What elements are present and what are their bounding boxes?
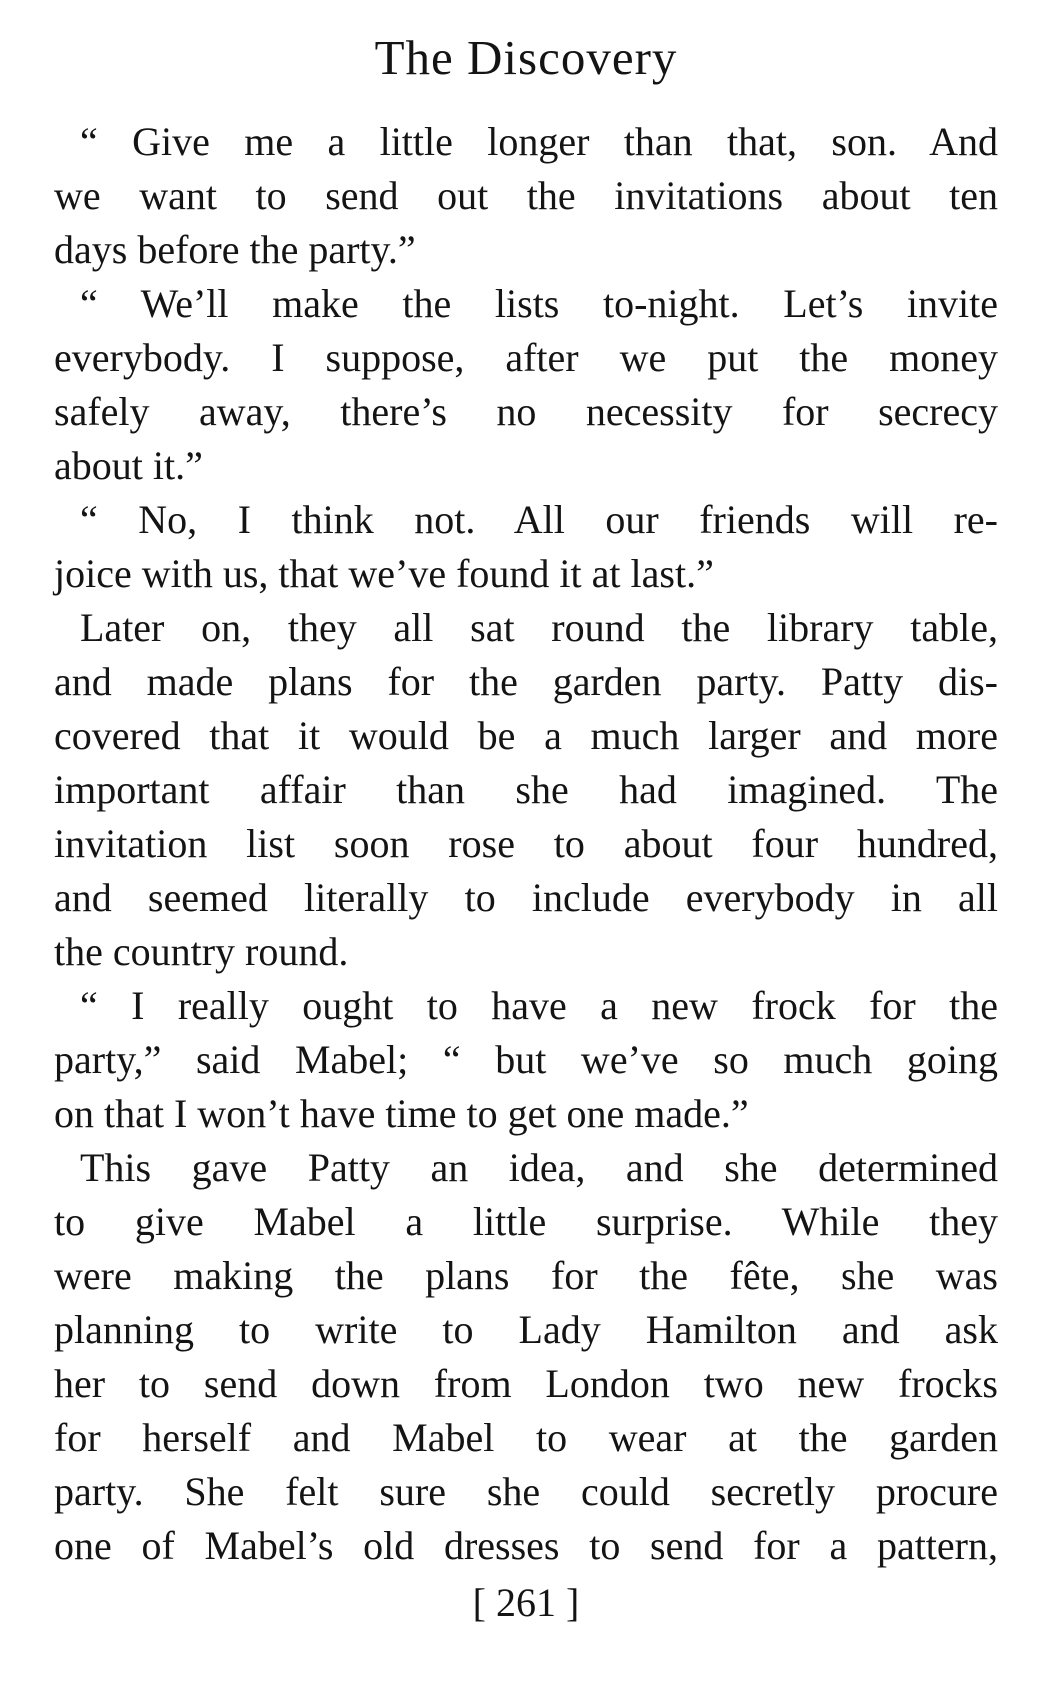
page-number: [ 261 ] (472, 1580, 580, 1625)
text-line: and made plans for the garden party. Patty dis- (54, 659, 998, 704)
text-line: to give Mabel a little surprise. While they (54, 1199, 998, 1244)
text-line: “ I really ought to have a new frock for the (80, 983, 998, 1028)
body-text (54, 115, 998, 1573)
text-line: were making the plans for the fête, she was (54, 1253, 998, 1298)
book-page (54, 0, 998, 1688)
text-line: the country round. (54, 929, 349, 974)
text-line: party,” said Mabel; “ but we’ve so much going (54, 1037, 998, 1082)
text-line: about it.” (54, 443, 203, 488)
text-line: covered that it would be a much larger and more (54, 713, 998, 758)
text-line: joice with us, that we’ve found it at last.” (54, 551, 714, 596)
text-line: her to send down from London two new frocks (54, 1361, 998, 1406)
text-line: safely away, there’s no necessity for secrecy (54, 389, 998, 434)
text-line: important affair than she had imagined. The (54, 767, 998, 812)
text-line: we want to send out the invitations about ten (54, 173, 998, 218)
text-line: Later on, they all sat round the library table, (80, 605, 998, 650)
text-line: party. She felt sure she could secretly procure (54, 1469, 998, 1514)
text-line: on that I won’t have time to get one made.” (54, 1091, 749, 1136)
text-line: “ We’ll make the lists to-night. Let’s invite (80, 281, 998, 326)
text-line: This gave Patty an idea, and she determined (80, 1145, 998, 1190)
text-line: planning to write to Lady Hamilton and ask (54, 1307, 998, 1352)
running-title: The Discovery (374, 30, 678, 85)
text-line: invitation list soon rose to about four hundred, (54, 821, 998, 866)
text-line: one of Mabel’s old dresses to send for a pattern, (54, 1523, 998, 1568)
text-line: for herself and Mabel to wear at the garden (54, 1415, 998, 1460)
text-line: “ Give me a little longer than that, son. And (80, 119, 998, 164)
text-line: “ No, I think not. All our friends will re- (80, 497, 998, 542)
text-line: days before the party.” (54, 227, 416, 272)
text-line: everybody. I suppose, after we put the money (54, 335, 998, 380)
text-line: and seemed literally to include everybody in all (54, 875, 998, 920)
